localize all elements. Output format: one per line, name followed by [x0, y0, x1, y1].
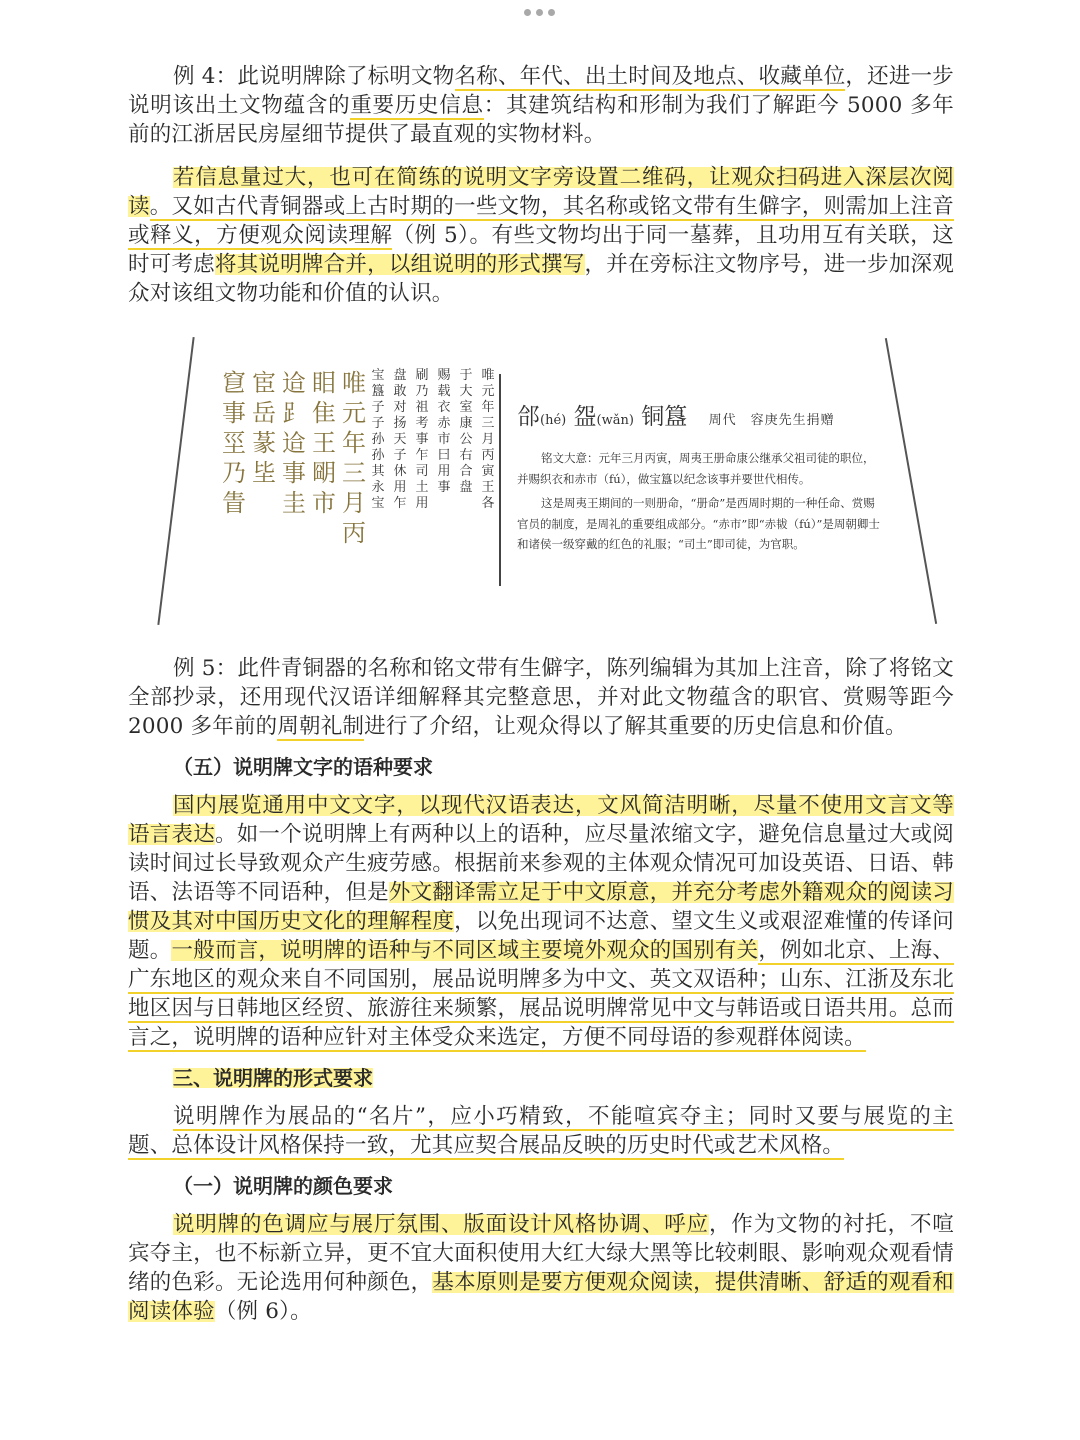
section-heading-form: 三、说明牌的形式要求: [173, 1066, 373, 1090]
artifact-description: 铭文大意：元年三月丙寅，周夷王册命康公继承父祖司徒的职位，并赐织衣和赤市（fú），做宝簋以纪念该事并要世代相传。 这是周夷王期间的一则册命，“册命”是西周时期的一种任命、赏赐官员的制度，是周礼的重要组成部分。“赤市”即“赤韨（fú）”是周朝卿士和诸侯一级穿戴的红色的礼服；“司土”即司徒，为官职。: [517, 451, 880, 551]
document-page: [128, 62, 954, 308]
figure-left-border: [157, 337, 194, 625]
transcription-column: 刷乃祖考事乍司土用: [415, 368, 429, 511]
paragraph-form: 说明牌作为展品的“名片”，应小巧精致，不能喧宾夺主；同时又要与展览的主题、总体设计风格保持一致，尤其应契合展品反映的历史时代或艺术风格。: [128, 1104, 954, 1158]
seal-script-column: 䆞事坙乃眚: [222, 369, 246, 517]
bronze-label-figure: [135, 336, 950, 626]
seal-script-column: 唯元年三月丙: [342, 369, 366, 547]
transcription-column: 赐载衣赤市曰用事: [437, 368, 451, 495]
paragraph-language: 国内展览通用中文文字，以现代汉语表达，文风简洁明晰，尽量不使用文言文等语言表达。如一个说明牌上有两种以上的语种，应尽量浓缩文字，避免信息量过大或阅读时间过长导致观众产生疲劳感。根据前来参观的主体观众情况可加设英语、日语、韩语、法语等不同语种，但是外文翻译需立足于中文原意，并充分考虑外籍观众的阅读习惯及其对中国历史文化的理解程度，以免出现词不达意、望文生义或艰涩难懂的传译问题。一般而言，说明牌的语种与不同区域主要境外观众的国别有关，例如北京、上海、广东地区的观众来自不同国别，展品说明牌多为中文、英文双语种；山东、江浙及东北地区因与日韩地区经贸、旅游往来频繁，展品说明牌常见中文与韩语或日语共用。总而言之，说明牌的语种应针对主体受众来选定，方便不同母语的参观群体阅读。: [128, 793, 955, 1050]
paragraph-color: 说明牌的色调应与展厅氛围、版面设计风格协调、呼应，作为文物的衬托，不喧宾夺主，也不标新立异，更不宜大面积使用大红大绿大黑等比较刺眼、影响观众观看情绪的色彩。无论选用何种颜色，基本原则是要方便观众阅读，提供清晰、舒适的观看和阅读体验（例 6）。: [128, 1212, 954, 1324]
paragraph-example-4: 例 4：此说明牌除了标明文物名称、年代、出土时间及地点、收藏单位，还进一步说明该出土文物蕴含的重要历史信息：其建筑结构和形制为我们了解距今 5000 多年前的江浙居民房屋细节提供了最直观的实物材料。: [128, 64, 954, 147]
artifact-title: 郃(hé) 盌(wǎn) 铜簋 周代 容庚先生捐赠: [517, 404, 835, 430]
transcription-column: 于大室康公右合盘: [459, 368, 473, 495]
transcription-column: 盘敢对扬天子休用乍: [393, 368, 407, 511]
inscription-block: [220, 368, 510, 598]
section-heading-language: （五）说明牌文字的语种要求: [173, 755, 433, 779]
transcription-column: 唯元年三月丙寅王各: [481, 368, 495, 511]
document-page-lower: [128, 654, 954, 1326]
more-options-icon[interactable]: [524, 9, 555, 16]
seal-script-column: 宦岳蒃坒: [252, 369, 276, 487]
paragraph-qr-code: 若信息量过大，也可在简练的说明文字旁设置二维码，让观众扫码进入深层次阅读。又如古代青铜器或上古时期的一些文物，其名称或铭文带有生僻字，则需加上注音或释义，方便观众阅读理解（例 5）。有些文物均出于同一墓葬，且功用互有关联，这时可考虑将其说明牌合并，以组说明的形式撰写，并在旁标注文物序号，进一步加深观众对该组文物功能和价值的认识。: [128, 165, 955, 306]
seal-script-column: 䢔⻊䢔事圭: [282, 369, 306, 517]
seal-script-column: 䀠隹王朙市: [312, 369, 336, 517]
section-heading-color: （一）说明牌的颜色要求: [173, 1174, 393, 1198]
paragraph-example-5: 例 5：此件青铜器的名称和铭文带有生僻字，陈列编辑为其加上注音，除了将铭文全部抄录，还用现代汉语详细解释其完整意思，并对此文物蕴含的职官、赏赐等距今 2000 多年前的周朝礼制进行了介绍，让观众得以了解其重要的历史信息和价值。: [128, 656, 954, 739]
figure-divider: [499, 374, 501, 586]
figure-right-border: [885, 338, 937, 624]
transcription-column: 宝簋子子孙孙其永宝: [371, 368, 385, 511]
